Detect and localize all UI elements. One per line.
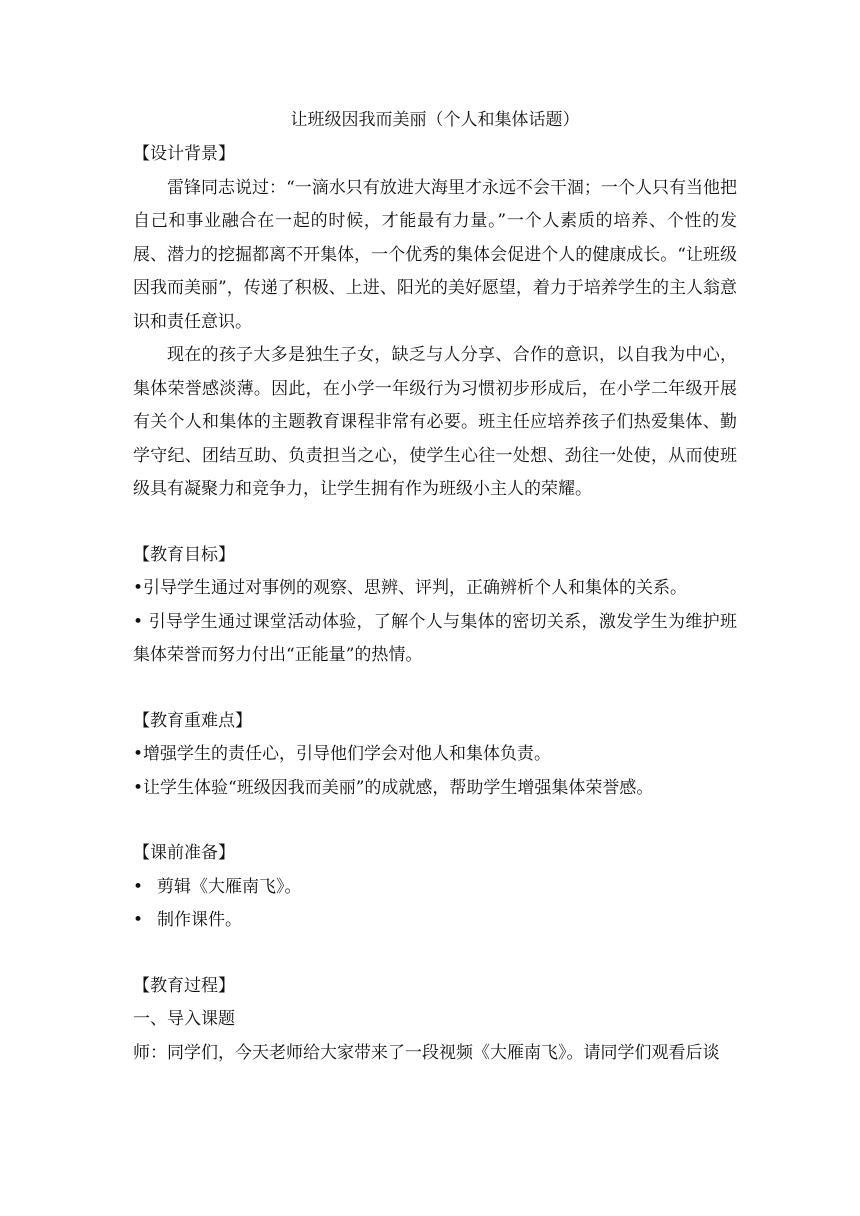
document-title: 让班级因我而美丽（个人和集体话题） [290, 110, 580, 130]
preparation-item-text: 剪辑《大雁南飞》。 [157, 876, 302, 897]
key-point-item-1: •增强学生的责任心，引导他们学会对他人和集体负责。 [133, 744, 552, 764]
goal-item-2: • 引导学生通过课堂活动体验，了解个人与集体的密切关系，激发学生为维护班集体荣誉而努力付出“正能量”的热情。 [133, 611, 737, 665]
bullet-dot: • [133, 876, 144, 897]
spacer [133, 805, 737, 837]
section-heading-background: 【设计背景】 [133, 144, 235, 164]
section-heading-process: 【教育过程】 [133, 975, 235, 996]
section-heading-preparation: 【课前准备】 [133, 843, 235, 863]
spacer [133, 507, 737, 539]
preparation-item-2 [133, 904, 737, 938]
section-heading-goals: 【教育目标】 [133, 544, 235, 565]
preparation-item-1 [133, 871, 737, 905]
spacer [133, 938, 737, 970]
section-heading-key-points: 【教育重难点】 [133, 710, 252, 731]
preparation-item-text: 制作课件。 [157, 910, 242, 930]
bullet-dot: • [133, 910, 144, 930]
process-text: 师：同学们，今天老师给大家带来了一段视频《大雁南飞》。请同学们观看后谈 [133, 1042, 720, 1063]
key-point-item-2: •让学生体验“班级因我而美丽”的成就感，帮助学生增强集体荣誉感。 [133, 777, 654, 798]
goal-item-1: •引导学生通过对事例的观察、思辨、评判，正确辨析个人和集体的关系。 [133, 578, 688, 598]
document-body [133, 104, 737, 1070]
background-paragraph-2: 现在的孩子大多是独生子女，缺乏与人分享、合作的意识，以自我为中心，集体荣誉感淡薄。因此，在小学一年级行为习惯初步形成后，在小学二年级开展有关个人和集体的主题教育课程非常有必要。班主任应培养孩子们热爱集体、勤学守纪、团结互助、负责担当之心，使学生心往一处想、劲往一处使，从而使班级具有凝聚力和竞争力，让学生拥有作为班级小主人的荣耀。 [133, 345, 737, 499]
process-subheading: 一、导入课题 [133, 1009, 235, 1029]
spacer [133, 673, 737, 705]
background-paragraph-1: 雷锋同志说过：“一滴水只有放进大海里才永远不会干涸；一个人只有当他把自己和事业融合在一起的时候，才能最有力量。”一个人素质的培养、个性的发展、潜力的挖掘都离不开集体，一个优秀的集体会促进个人的健康成长。“让班级因我而美丽”，传递了积极、上进、阳光的美好愿望，着力于培养学生的主人翁意识和责任意识。 [133, 177, 737, 332]
